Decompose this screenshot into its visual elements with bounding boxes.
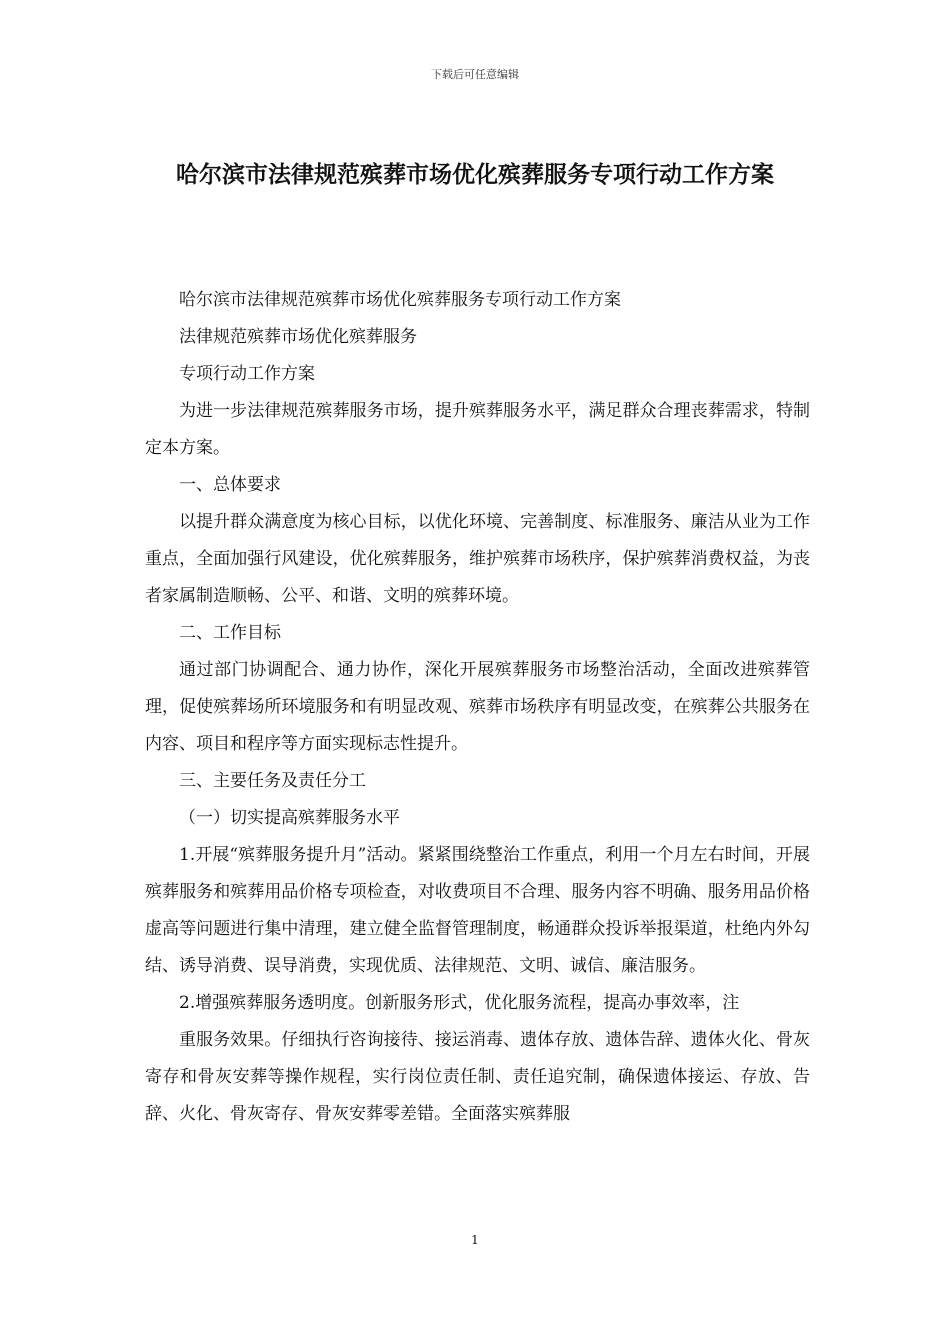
paragraph: 法律规范殡葬市场优化殡葬服务	[179, 327, 417, 347]
paragraph: 重服务效果。仔细执行咨询接待、接运消毒、遗体存放、遗体告辞、遗体火化、骨灰寄存和骨灰安葬等操作规程，实行岗位责任制、责任追究制，确保遗体接运、存放、告辞、火化、骨灰寄存、骨灰安葬零差错。全面落实殡葬服	[145, 1030, 810, 1124]
section-heading: 三、主要任务及责任分工	[179, 771, 366, 791]
paragraph: 为进一步法律规范殡葬服务市场，提升殡葬服务水平，满足群众合理丧葬需求，特制定本方案。	[145, 401, 810, 458]
paragraph: 1.开展“殡葬服务提升月”活动。紧紧围绕整治工作重点，利用一个月左右时间，开展殡葬服务和殡葬用品价格专项检查，对收费项目不合理、服务内容不明确、服务用品价格虚高等问题进行集中清理，建立健全监督管理制度，畅通群众投诉举报渠道，杜绝内外勾结、诱导消费、误导消费，实现优质、法律规范、文明、诚信、廉洁服务。	[145, 845, 810, 976]
document-title: 哈尔滨市法律规范殡葬市场优化殡葬服务专项行动工作方案	[176, 162, 774, 188]
paragraph: 专项行动工作方案	[179, 364, 315, 384]
subsection-heading: （一）切实提高殡葬服务水平	[179, 808, 400, 828]
section-heading: 一、总体要求	[179, 475, 281, 495]
paragraph: 哈尔滨市法律规范殡葬市场优化殡葬服务专项行动工作方案	[179, 290, 621, 310]
page-number: 1	[471, 1233, 479, 1247]
paragraph: 2.增强殡葬服务透明度。创新服务形式，优化服务流程，提高办事效率，注	[179, 993, 740, 1013]
header-note: 下载后可任意编辑	[431, 68, 519, 81]
paragraph: 通过部门协调配合、通力协作，深化开展殡葬服务市场整治活动，全面改进殡葬管理，促使殡葬场所环境服务和有明显改观、殡葬市场秩序有明显改变，在殡葬公共服务在内容、项目和程序等方面实现标志性提升。	[145, 660, 810, 754]
section-heading: 二、工作目标	[179, 623, 281, 643]
paragraph: 以提升群众满意度为核心目标，以优化环境、完善制度、标准服务、廉洁从业为工作重点，全面加强行风建设，优化殡葬服务，维护殡葬市场秩序，保护殡葬消费权益，为丧者家属制造顺畅、公平、和谐、文明的殡葬环境。	[145, 512, 810, 606]
document-body	[145, 282, 810, 1133]
